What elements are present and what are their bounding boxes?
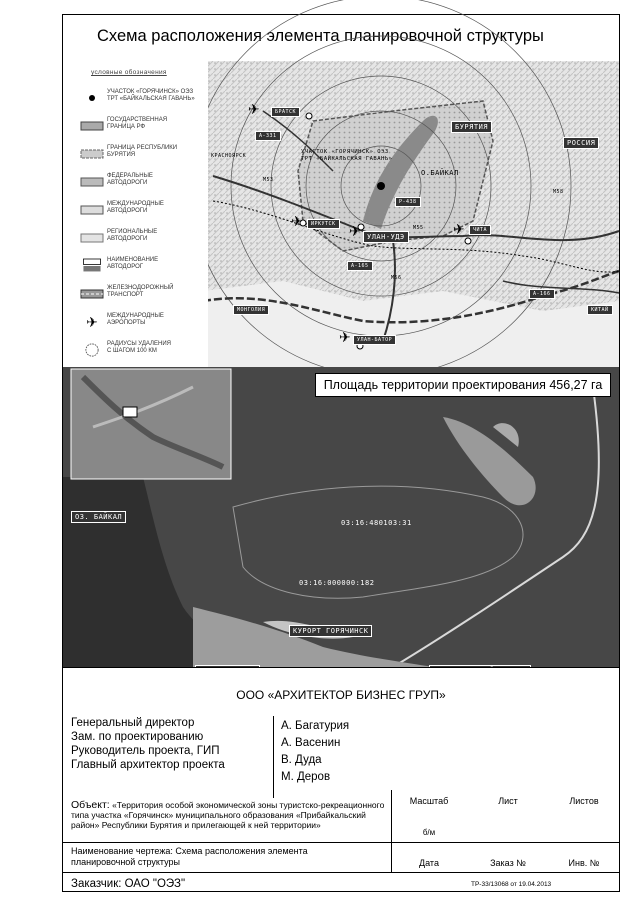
dot-icon bbox=[81, 91, 103, 105]
label-r438: Р-438 bbox=[395, 197, 421, 207]
legend-item: ЖЕЛЕЗНОДОРОЖНЫЙ ТРАНСПОРТ bbox=[77, 285, 205, 311]
label-m58: М58 bbox=[553, 189, 564, 195]
label-russia: РОССИЯ bbox=[563, 137, 599, 149]
page-title: Схема расположения элемента планировочной структуры bbox=[97, 27, 544, 45]
names-list bbox=[281, 718, 391, 786]
legend-item: ГОСУДАРСТВЕННАЯ ГРАНИЦА РФ bbox=[77, 117, 205, 143]
object-description bbox=[71, 800, 387, 830]
label-ulan-ude: УЛАН-УДЭ bbox=[363, 231, 409, 243]
satellite-map-graphic bbox=[63, 367, 619, 667]
label-baikal: О.БАЙКАЛ bbox=[421, 169, 459, 177]
road-name-icon bbox=[81, 259, 103, 273]
cadastral-number-2: 03:16:000000:182 bbox=[299, 579, 375, 587]
role: Генеральный директор bbox=[71, 717, 195, 729]
radius-circle-icon bbox=[81, 343, 103, 357]
label-chita: ЧИТА bbox=[469, 225, 491, 235]
state-border-icon bbox=[81, 119, 103, 133]
role: Зам. по проектированию bbox=[71, 731, 204, 743]
order-label: Заказ № bbox=[490, 858, 526, 868]
airplane-icon: ✈ bbox=[291, 213, 303, 229]
regional-map bbox=[63, 61, 619, 377]
label-krasnoyarsk: КРАСНОЯРСК bbox=[211, 153, 247, 159]
legend-item: ✈ МЕЖДУНАРОДНЫЕ АЭРОПОРТЫ bbox=[77, 313, 205, 339]
person-name: В. Дуда bbox=[281, 754, 322, 766]
sheets-label: Листов bbox=[569, 796, 599, 806]
label-m53: М53 bbox=[263, 177, 274, 183]
label-mongolia: МОНГОЛИЯ bbox=[233, 305, 269, 315]
divider bbox=[63, 842, 619, 843]
legend-item: НАИМЕНОВАНИЕ АВТОДОРОГ bbox=[77, 257, 205, 283]
divider bbox=[273, 716, 274, 798]
lake-label: ОЗ. БАЙКАЛ bbox=[71, 511, 126, 523]
inventory-label: Инв. № bbox=[568, 858, 600, 868]
legend-title: условные обозначения bbox=[91, 69, 167, 76]
role: Главный архитектор проекта bbox=[71, 759, 225, 771]
document-number: ТР-33/13068 от 19.04.2013 bbox=[471, 881, 552, 888]
legend-item: УЧАСТОК «ГОРЯЧИНСК» ОЭЗ ТРТ «БАЙКАЛЬСКАЯ ГАВАНЬ» bbox=[77, 89, 205, 115]
label-m55: М55 bbox=[413, 225, 424, 231]
project-area-label: Площадь территории проектирования 456,27 га bbox=[315, 373, 611, 397]
airplane-icon: ✈ bbox=[339, 329, 351, 345]
airplane-icon: ✈ bbox=[86, 314, 98, 330]
label-china: КИТАЙ bbox=[587, 305, 613, 315]
label-a331: А-331 bbox=[255, 131, 281, 141]
legend-item: РЕГИОНАЛЬНЫЕ АВТОДОРОГИ bbox=[77, 229, 205, 255]
legend-item: ГРАНИЦА РЕСПУБЛИКИ БУРЯТИЯ bbox=[77, 145, 205, 171]
company-name: ООО «АРХИТЕКТОР БИЗНЕС ГРУП» bbox=[236, 688, 446, 702]
customer: Заказчик: ОАО "ОЭЗ" bbox=[71, 878, 186, 890]
airplane-icon: ✈ bbox=[349, 223, 361, 239]
label-m56: М56 bbox=[391, 275, 402, 281]
person-name: А. Васенин bbox=[281, 737, 341, 749]
object-label: Объект: bbox=[71, 799, 110, 811]
airplane-icon: ✈ bbox=[248, 101, 260, 117]
person-name: А. Багатурия bbox=[281, 720, 350, 732]
label-a165: А-165 bbox=[347, 261, 373, 271]
sheet-label: Лист bbox=[498, 796, 518, 806]
divider bbox=[63, 872, 619, 873]
role: Руководитель проекта, ГИП bbox=[71, 745, 220, 757]
label-ulan-bator: УЛАН-БАТОР bbox=[353, 335, 396, 345]
label-a166: А-166 bbox=[529, 289, 555, 299]
regional-road-icon bbox=[81, 231, 103, 245]
person-name: М. Деров bbox=[281, 771, 331, 783]
drawing-sheet bbox=[62, 14, 620, 892]
label-buryatia: БУРЯТИЯ bbox=[451, 121, 492, 133]
legend-item: ФЕДЕРАЛЬНЫЕ АВТОДОРОГИ bbox=[77, 173, 205, 199]
satellite-map bbox=[63, 367, 619, 667]
site-marker bbox=[377, 182, 385, 190]
federal-road-icon bbox=[81, 175, 103, 189]
scale-label: Масштаб bbox=[409, 796, 449, 806]
cadastral-number-1: 03:16:480103:31 bbox=[341, 519, 412, 527]
map-legend bbox=[63, 61, 208, 377]
object-text: «Территория особой экономической зоны туристско-рекреационного типа участка «Горячинск» муниципального образования «Прибайкальский район» Республики Бурятия и прилегающей к ней территории» bbox=[71, 800, 385, 830]
drawing-name: Наименование чертежа: Схема расположения элемента планировочной структуры bbox=[71, 846, 308, 867]
label-site: УЧАСТОК «ГОРЯЧИНСК» ОЭЗ ТРТ «БАЙКАЛЬСКАЯ ГАВАНЬ» bbox=[301, 149, 393, 162]
resort-label: КУРОРТ ГОРЯЧИНСК bbox=[289, 625, 372, 637]
title-block bbox=[63, 667, 619, 891]
railway-icon bbox=[81, 287, 103, 301]
airplane-icon: ✈ bbox=[453, 221, 465, 237]
label-bratsk: БРАТСК bbox=[271, 107, 300, 117]
legend-item: РАДИУСЫ УДАЛЕНИЯ С ШАГОМ 100 КМ bbox=[77, 341, 205, 367]
international-road-icon bbox=[81, 203, 103, 217]
legend-item: МЕЖДУНАРОДНЫЕ АВТОДОРОГИ bbox=[77, 201, 205, 227]
scale-value: б/м bbox=[422, 828, 436, 837]
republic-border-icon bbox=[81, 147, 103, 161]
label-irkutsk: ИРКУТСК bbox=[307, 219, 340, 229]
roles-list bbox=[71, 716, 271, 772]
date-label: Дата bbox=[419, 858, 439, 868]
